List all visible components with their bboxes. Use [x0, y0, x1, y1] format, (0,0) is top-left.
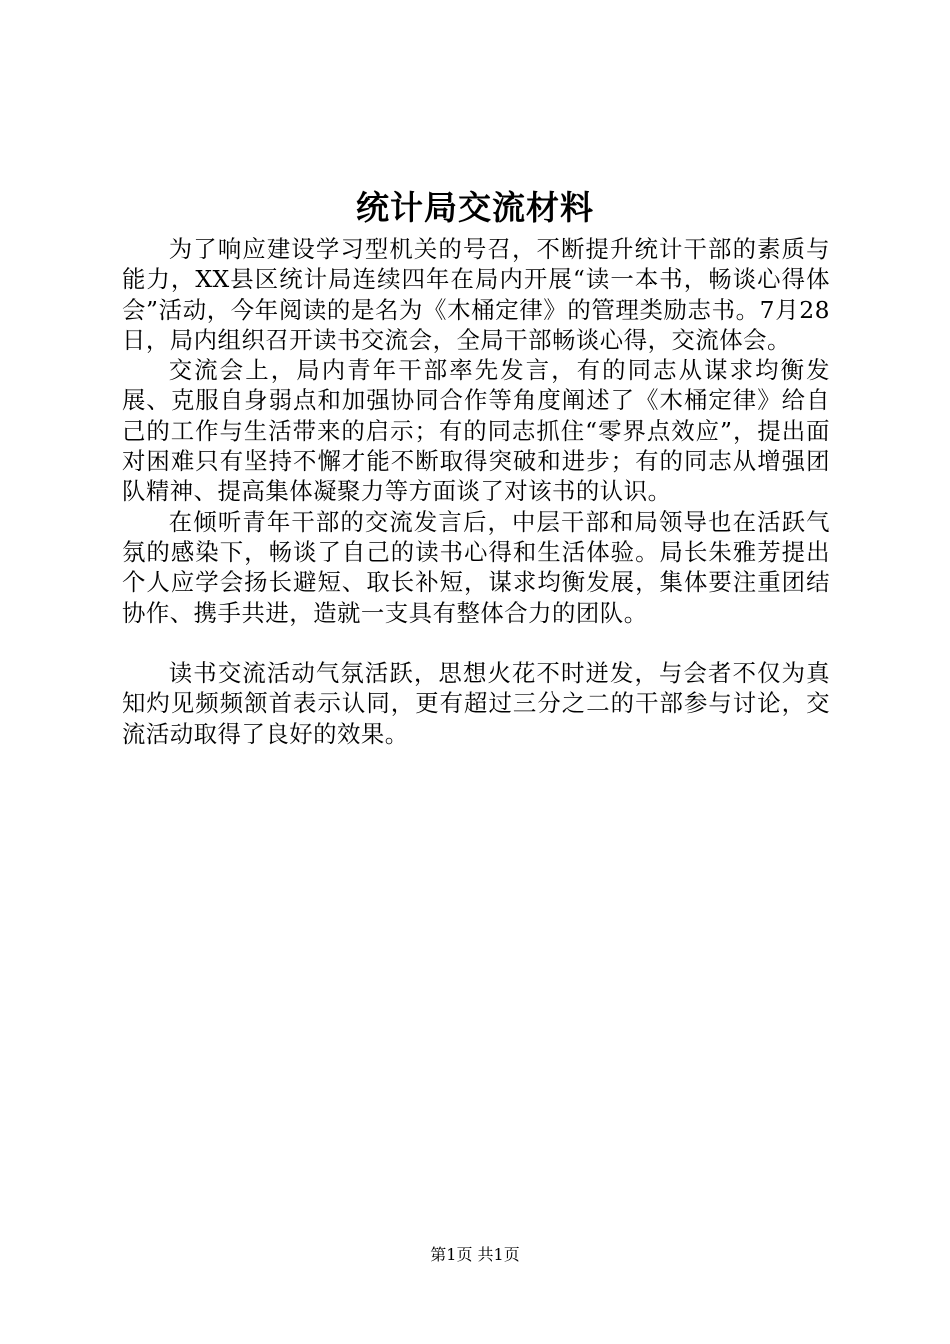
document-body: [122, 234, 830, 749]
paragraph-1: 为了响应建设学习型机关的号召，不断提升统计干部的素质与能力，XX县区统计局连续四年在局内开展“读一本书，畅谈心得体会”活动，今年阅读的是名为《木桶定律》的管理类励志书。7月28日，局内组织召开读书交流会，全局干部畅谈心得，交流体会。: [122, 235, 830, 354]
paragraph-4: 读书交流活动气氛活跃，思想火花不时迸发，与会者不仅为真知灼见频频颔首表示认同，更有超过三分之二的干部参与讨论，交流活动取得了良好的效果。: [122, 659, 830, 748]
page-number-footer: 第1页 共1页: [430, 1245, 520, 1264]
paragraph-2: 交流会上，局内青年干部率先发言，有的同志从谋求均衡发展、克服自身弱点和加强协同合作等角度阐述了《木桶定律》给自己的工作与生活带来的启示；有的同志抓住“零界点效应”，提出面对困难只有坚持不懈才能不断取得突破和进步；有的同志从增强团队精神、提高集体凝聚力等方面谈了对该书的认识。: [122, 356, 830, 506]
page-title: 统计局交流材料: [356, 188, 594, 227]
paragraph-3: 在倾听青年干部的交流发言后，中层干部和局领导也在活跃气氛的感染下，畅谈了自己的读书心得和生活体验。局长朱雅芳提出个人应学会扬长避短、取长补短，谋求均衡发展，集体要注重团结协作、携手共进，造就一支具有整体合力的团队。: [122, 507, 830, 627]
